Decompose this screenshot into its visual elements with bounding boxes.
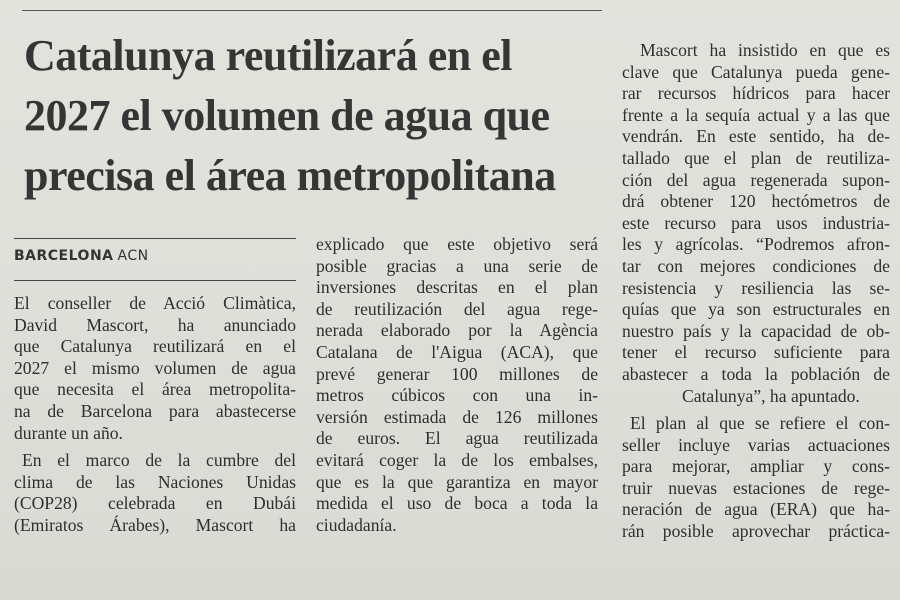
byline xyxy=(14,248,149,264)
text-line: na de Barcelona para abastecerse xyxy=(14,400,296,421)
text-line: prevé generar 100 millones de xyxy=(316,363,598,384)
text-line: El plan al que se refiere el con- xyxy=(630,413,890,434)
text-line: inversiones descritas en el plan xyxy=(316,277,598,298)
text-line: Catalunya”, ha apuntado. xyxy=(682,385,860,406)
article-column-1 xyxy=(14,293,296,537)
text-line: drá obtener 120 hectómetros de xyxy=(622,191,890,212)
text-line: resistencia y resiliencia las se- xyxy=(622,277,890,298)
byline-agency: ACN xyxy=(117,248,149,264)
text-line: frente a la sequía actual y a las que xyxy=(622,104,890,125)
text-line: rán posible aprovechar práctica- xyxy=(622,521,890,542)
text-line: Catalana de l'Aigua (ACA), que xyxy=(316,341,598,362)
headline-line: precisa el área metropolitana xyxy=(24,151,556,200)
headline-line: 2027 el volumen de agua que xyxy=(24,91,550,140)
text-line: vendrán. En este sentido, ha de- xyxy=(622,126,890,147)
text-line: evitará coger la de los embalses, xyxy=(316,449,598,470)
text-line: metros cúbicos con una in- xyxy=(316,385,598,406)
text-line: que Catalunya reutilizará en el xyxy=(14,336,296,357)
text-line: medida el uso de boca a toda la xyxy=(316,493,598,514)
text-line: para mejorar, ampliar y cons- xyxy=(622,456,890,477)
text-line: tar con mejores condiciones de xyxy=(622,255,890,276)
text-line: truir nuevas estaciones de rege- xyxy=(622,477,890,498)
text-line: quías que ya son estructurales en xyxy=(622,299,890,320)
text-line: posible gracias a una serie de xyxy=(316,255,598,276)
text-line: ciudadanía. xyxy=(316,514,397,535)
byline-rule-bottom xyxy=(14,280,296,281)
text-line: David Mascort, ha anunciado xyxy=(14,314,296,335)
text-line: que necesita el área metropolita- xyxy=(14,379,296,400)
text-line: clave que Catalunya pueda gene- xyxy=(622,61,890,82)
headline xyxy=(24,26,614,206)
text-line: neración de agua (ERA) que ha- xyxy=(622,499,890,520)
text-line: Mascort ha insistido en que es xyxy=(640,40,890,60)
text-line: En el marco de la cumbre del xyxy=(22,450,296,471)
text-line: El conseller de Acció Climàtica, xyxy=(14,293,296,313)
text-line: tener el recurso suficiente para xyxy=(622,342,890,363)
text-line: seller incluye varias actuaciones xyxy=(622,434,890,455)
text-line: (Emiratos Árabes), Mascort ha xyxy=(14,514,296,535)
text-line: tallado que el plan de reutiliza- xyxy=(622,147,890,168)
text-line: (COP28) celebrada en Dubái xyxy=(14,493,296,514)
text-line: versión estimada de 126 millones xyxy=(316,406,598,427)
text-line: de euros. El agua reutilizada xyxy=(316,428,598,449)
article-column-2 xyxy=(316,234,598,536)
text-line: clima de las Naciones Unidas xyxy=(14,471,296,492)
text-line: ción del agua regenerada supon- xyxy=(622,169,890,190)
text-line: 2027 el mismo volumen de agua xyxy=(14,357,296,378)
headline-line: Catalunya reutilizará en el xyxy=(24,31,512,80)
text-line: explicado que este objetivo será xyxy=(316,234,598,254)
text-line: nuestro país y la capacidad de ob- xyxy=(622,320,890,341)
byline-rule-top xyxy=(14,238,296,239)
top-rule xyxy=(22,10,602,11)
text-line: les y agrícolas. “Podremos afron- xyxy=(622,234,890,255)
text-line: nerada elaborado por la Agència xyxy=(316,320,598,341)
article-column-3 xyxy=(622,40,890,543)
text-line: durante un año. xyxy=(14,422,123,443)
text-line: este recurso para usos industria- xyxy=(622,212,890,233)
text-line: rar recursos hídricos para hacer xyxy=(622,83,890,104)
text-line: abastecer a toda la población de xyxy=(622,363,890,384)
byline-city: BARCELONA xyxy=(14,248,114,264)
text-line: que es la que garantiza en mayor xyxy=(316,471,598,492)
text-line: de reutilización del agua rege- xyxy=(316,298,598,319)
